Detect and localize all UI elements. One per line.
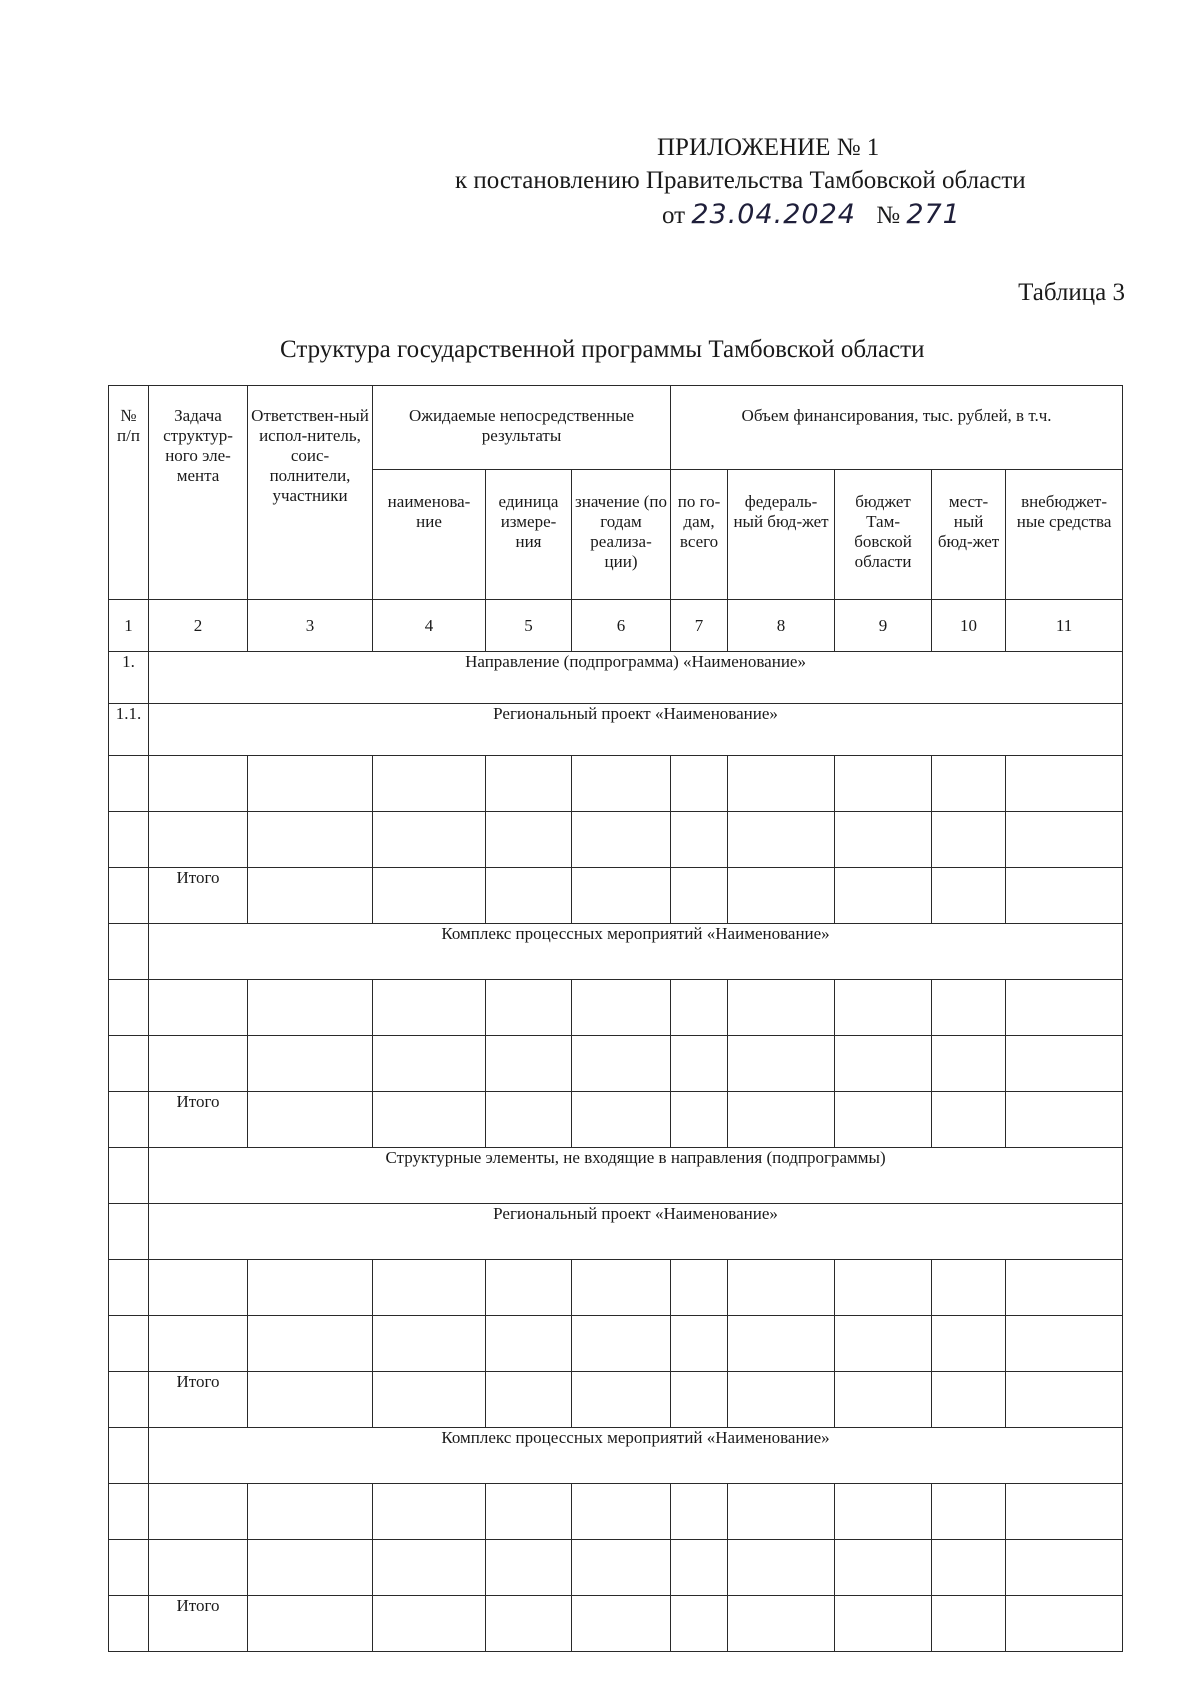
header-col-9: бюджет Там-бовской области bbox=[835, 470, 932, 600]
column-number: 4 bbox=[373, 600, 486, 652]
section-row-regional-project bbox=[109, 704, 1123, 756]
total-label: Итого bbox=[149, 868, 248, 924]
section-title: Комплекс процессных мероприятий «Наименование» bbox=[149, 924, 1123, 980]
column-number: 3 bbox=[248, 600, 373, 652]
column-number-row bbox=[109, 600, 1123, 652]
total-row bbox=[109, 1596, 1123, 1652]
column-number: 7 bbox=[671, 600, 728, 652]
header-col-1: № п/п bbox=[109, 386, 149, 600]
section-row-process-complex bbox=[109, 924, 1123, 980]
section-title: Комплекс процессных мероприятий «Наименование» bbox=[149, 1428, 1123, 1484]
resolution-date-line bbox=[662, 200, 961, 231]
header-col-8: федераль-ный бюд-жет bbox=[728, 470, 835, 600]
header-col-2: Задача структур-ного эле-мента bbox=[149, 386, 248, 600]
total-row bbox=[109, 868, 1123, 924]
table-row bbox=[109, 980, 1123, 1036]
section-row-regional-project bbox=[109, 1204, 1123, 1260]
section-title: Региональный проект «Наименование» bbox=[149, 704, 1123, 756]
column-number: 6 bbox=[572, 600, 671, 652]
handwritten-date: 23.04.2024 bbox=[691, 199, 856, 230]
table-row bbox=[109, 1260, 1123, 1316]
table-row bbox=[109, 1484, 1123, 1540]
column-number: 2 bbox=[149, 600, 248, 652]
total-label: Итого bbox=[149, 1596, 248, 1652]
header-col-11: внебюджет-ные средства bbox=[1006, 470, 1123, 600]
header-col-6: значение (по годам реализа-ции) bbox=[572, 470, 671, 600]
date-prefix: от bbox=[662, 202, 686, 229]
header-col-3: Ответствен-ный испол-нитель, соис-полнители, участники bbox=[248, 386, 373, 600]
table-row bbox=[109, 812, 1123, 868]
header-expected-results: Ожидаемые непосредственные результаты bbox=[373, 386, 671, 470]
section-title: Направление (подпрограмма) «Наименование» bbox=[149, 652, 1123, 704]
column-number: 8 bbox=[728, 600, 835, 652]
row-number: 1. bbox=[109, 652, 149, 704]
header-row-1 bbox=[109, 386, 1123, 470]
column-number: 5 bbox=[486, 600, 572, 652]
section-row-process-complex bbox=[109, 1428, 1123, 1484]
header-col-7: по го-дам, всего bbox=[671, 470, 728, 600]
header-col-10: мест-ный бюд-жет bbox=[932, 470, 1006, 600]
table-row bbox=[109, 1036, 1123, 1092]
column-number: 1 bbox=[109, 600, 149, 652]
appendix-heading: ПРИЛОЖЕНИЕ № 1 bbox=[657, 134, 880, 161]
table-row bbox=[109, 1316, 1123, 1372]
column-number: 11 bbox=[1006, 600, 1123, 652]
section-title: Структурные элементы, не входящие в направления (подпрограммы) bbox=[149, 1148, 1123, 1204]
header-financing: Объем финансирования, тыс. рублей, в т.ч. bbox=[671, 386, 1123, 470]
program-structure-table bbox=[108, 385, 1123, 1652]
column-number: 9 bbox=[835, 600, 932, 652]
resolution-reference: к постановлению Правительства Тамбовской области bbox=[455, 167, 1026, 194]
table-row bbox=[109, 1540, 1123, 1596]
header-col-4: наименова-ние bbox=[373, 470, 486, 600]
handwritten-number: 271 bbox=[906, 199, 961, 230]
number-prefix: № bbox=[876, 202, 901, 229]
total-label: Итого bbox=[149, 1092, 248, 1148]
total-label: Итого bbox=[149, 1372, 248, 1428]
header-col-5: единица измере-ния bbox=[486, 470, 572, 600]
column-number: 10 bbox=[932, 600, 1006, 652]
section-row-other-elements bbox=[109, 1148, 1123, 1204]
section-row-direction bbox=[109, 652, 1123, 704]
table-label: Таблица 3 bbox=[1018, 279, 1125, 306]
section-title: Региональный проект «Наименование» bbox=[149, 1204, 1123, 1260]
document-title: Структура государственной программы Тамбовской области bbox=[280, 336, 925, 363]
row-number: 1.1. bbox=[109, 704, 149, 756]
table-row bbox=[109, 756, 1123, 812]
total-row bbox=[109, 1372, 1123, 1428]
total-row bbox=[109, 1092, 1123, 1148]
